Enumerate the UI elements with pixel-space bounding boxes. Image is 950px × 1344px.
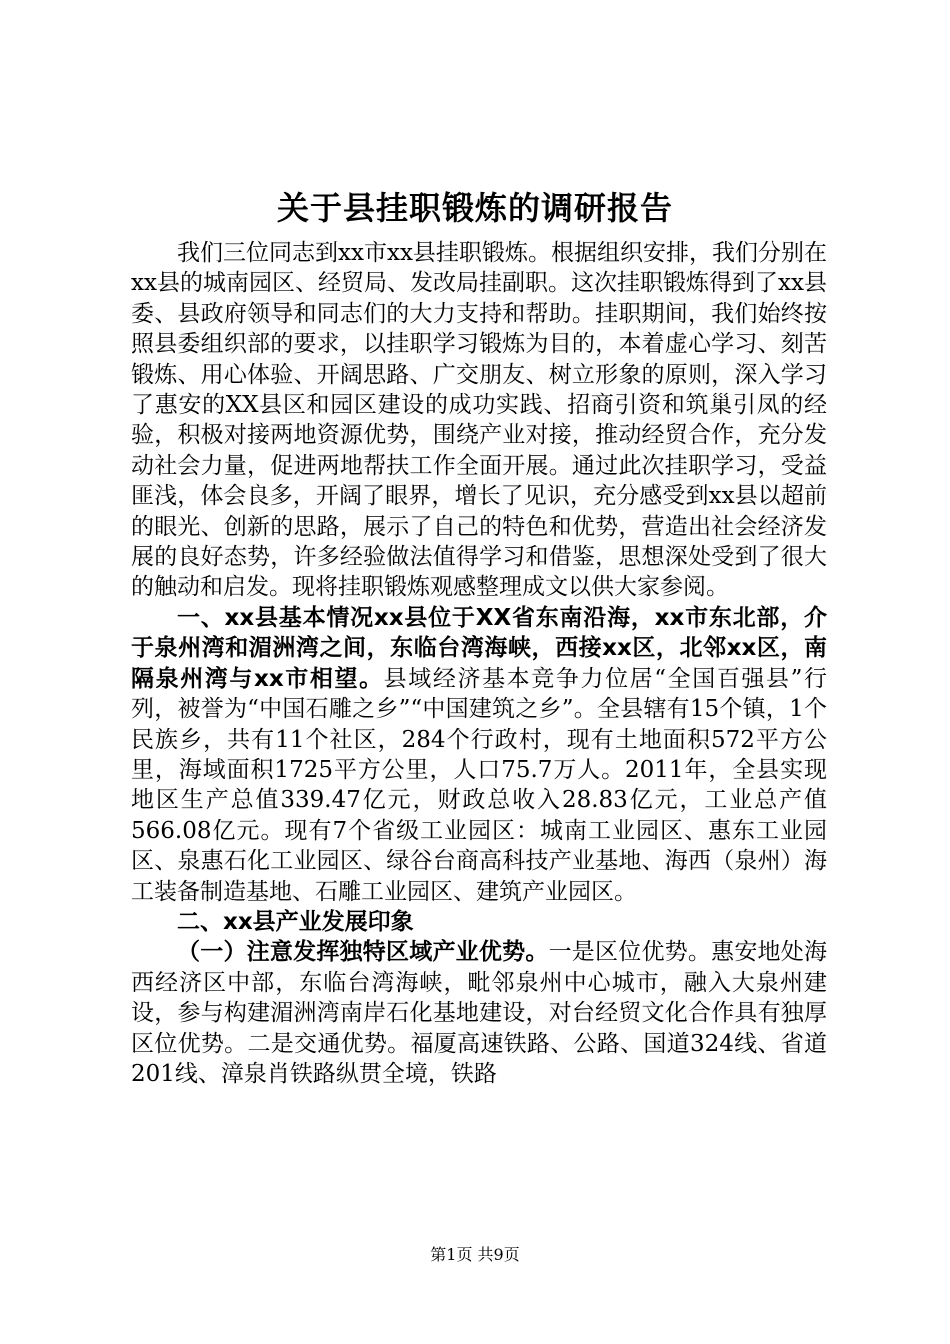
subsection-1-heading: （一）注意发挥独特区域产业优势。 bbox=[177, 939, 549, 966]
document-body bbox=[131, 238, 827, 1089]
section-2-heading: 二、xx县产业发展印象 bbox=[177, 908, 414, 935]
subsection-1-paragraph bbox=[131, 937, 827, 1089]
section-1-text: 县域经济基本竞争力位居“全国百强县”行列，被誉为“中国石雕之乡”“中国建筑之乡”。全县辖有15个镇，1个民族乡，共有11个社区，284个行政村，现有土地面积572平方公里，海域面积1725平方公里，人口75.7万人。2011年，全县实现地区生产总值339.47亿元，财政总收入28.83亿元，工业总产值566.08亿元。现有7个省级工业园区：城南工业园区、惠东工业园区、泉惠石化工业园区、绿谷台商高科技产业基地、海西（泉州）海工装备制造基地、石雕工业园区、建筑产业园区。 bbox=[131, 665, 827, 905]
page-number: 第1页 共9页 bbox=[430, 1245, 520, 1264]
subsection-1-text: 一是区位优势。惠安地处海西经济区中部，东临台湾海峡，毗邻泉州中心城市，融入大泉州建设，参与构建湄洲湾南岸石化基地建设，对台经贸文化合作具有独厚区位优势。二是交通优势。福厦高速铁路、公路、国道324线、省道201线、漳泉肖铁路纵贯全境，铁路 bbox=[131, 939, 828, 1087]
intro-paragraph: 我们三位同志到xx市xx县挂职锻炼。根据组织安排，我们分别在xx县的城南园区、经贸局、发改局挂副职。这次挂职锻炼得到了xx县委、县政府领导和同志们的大力支持和帮助。挂职期间，我们始终按照县委组织部的要求，以挂职学习锻炼为目的，本着虚心学习、刻苦锻炼、用心体验、开阔思路、广交朋友、树立形象的原则，深入学习了惠安的XX县区和园区建设的成功实践、招商引资和筑巢引凤的经验，积极对接两地资源优势，围绕产业对接，推动经贸合作，充分发动社会力量，促进两地帮扶工作全面开展。通过此次挂职学习，受益匪浅，体会良多，开阔了眼界，增长了见识，充分感受到xx县以超前的眼光、创新的思路，展示了自己的特色和优势，营造出社会经济发展的良好态势，许多经验做法值得学习和借鉴，思想深处受到了很大的触动和启发。现将挂职锻炼观感整理成文以供大家参阅。 bbox=[131, 240, 827, 601]
section-1-heading: 一、xx县基本情况xx县位于XX省东南沿海，xx市东北部，介于泉州湾和湄洲湾之间，东临台湾海峡，西接xx区，北邻xx区，南隔泉州湾与xx市相望。 bbox=[131, 604, 827, 692]
document-title: 关于县挂职锻炼的调研报告 bbox=[276, 189, 673, 227]
section-1-paragraph bbox=[131, 603, 827, 907]
